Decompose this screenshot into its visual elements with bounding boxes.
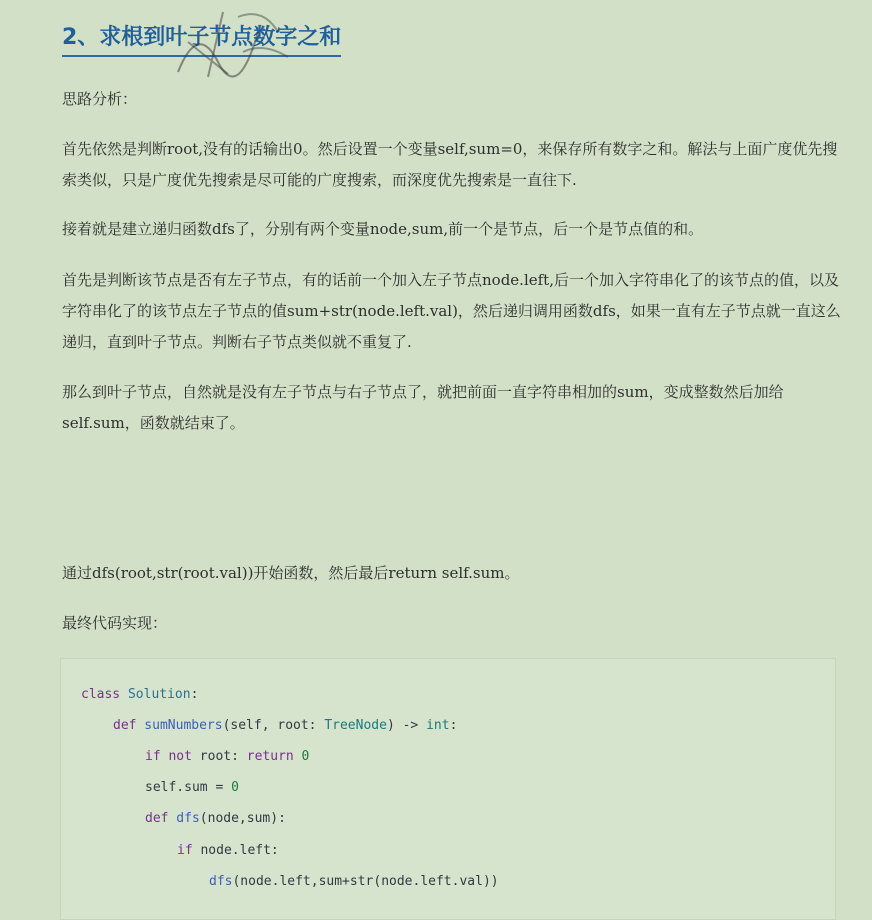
code-block — [60, 658, 836, 920]
paragraph-leaf: 那么到叶子节点，自然就是没有左子节点与右子节点了，就把前面一直字符串相加的sum，变成整数然后加给self.sum，函数就结束了。 — [62, 383, 784, 432]
paragraph-start: 通过dfs(root,str(root.val))开始函数，然后最后return self.sum。 — [62, 564, 520, 582]
code-line-4: self.sum = 0 — [145, 780, 239, 795]
analysis-label: 思路分析： — [62, 90, 138, 108]
paragraph-left-node: 首先是判断该节点是否有左子节点，有的话前一个加入左子节点node.left,后一个加入字符串化了的该节点的值，以及字符串化了的该节点左子节点的值sum+str(node.left.val)，然后递归调用函数dfs，如果一直有左子节点就一直这么递归，直到叶子节点。判断右子节点类似就不重复了. — [62, 271, 841, 351]
section-heading: 2、求根到叶子节点数字之和 — [62, 20, 341, 57]
code-line-2: def sumNumbers(self, root: TreeNode) -> int: — [113, 718, 458, 733]
code-line-1: class Solution: — [81, 687, 199, 702]
code-line-6: if node.left: — [177, 843, 279, 858]
code-line-5: def dfs(node,sum): — [145, 811, 286, 826]
paragraph-intro: 首先依然是判断root,没有的话输出0。然后设置一个变量self,sum=0，来保存所有数字之和。解法与上面广度优先搜索类似，只是广度优先搜索是尽可能的广度搜索，而深度优先搜索是一直往下. — [62, 140, 838, 189]
code-line-3: if not root: return 0 — [145, 749, 310, 764]
code-line-7: dfs(node.left,sum+str(node.left.val)) — [209, 874, 499, 889]
final-code-label: 最终代码实现： — [62, 614, 168, 632]
paragraph-recursion: 接着就是建立递归函数dfs了，分别有两个变量node,sum,前一个是节点，后一个是节点值的和。 — [62, 220, 704, 238]
